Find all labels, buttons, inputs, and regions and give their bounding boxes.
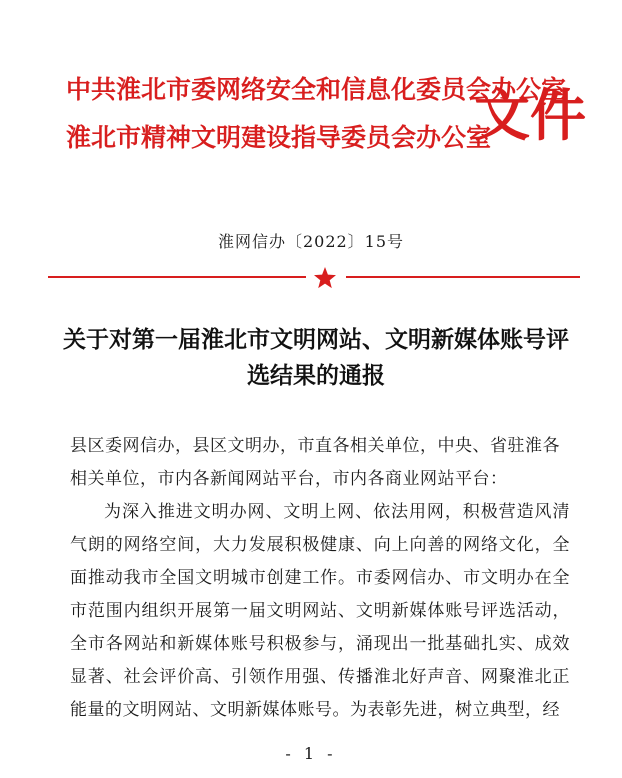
document-title: 关于对第一届淮北市文明网站、文明新媒体账号评选结果的通报 <box>63 326 569 389</box>
red-rule-right <box>346 276 580 278</box>
issuer-line-2: 淮北市精神文明建设指导委员会办公室 <box>66 123 492 152</box>
red-rule-left <box>48 276 306 278</box>
issuer-line-1: 中共淮北市委网络安全和信息化委员会办公室 <box>66 75 567 104</box>
document-word: 文件 <box>474 83 586 149</box>
document-number: 淮网信办〔2022〕15号 <box>217 232 405 251</box>
body-paragraph: 为深入推进文明办网、文明上网、依法用网，积极营造风清气朗的网络空间，大力发展积极健康、向上向善的网络文化，全面推动我市全国文明城市创建工作。市委网信办、市文明办在全市范围内组织开展第一届文明网站、文明新媒体账号评选活动，全市各网站和新媒体账号积极参与，涌现出一批基础扎实、成效显著、社会评价高、引领作用强、传播淮北好声音、网聚淮北正能量的文明网站、文明新媒体账号。为表彰先进，树立典型，经 <box>70 502 570 720</box>
page-number: - 1 - <box>285 744 337 763</box>
addressee: 县区委网信办，县区文明办，市直各相关单位，中央、省驻淮各相关单位，市内各新闻网站平台，市内各商业网站平台： <box>70 436 560 489</box>
star-icon <box>313 266 337 290</box>
